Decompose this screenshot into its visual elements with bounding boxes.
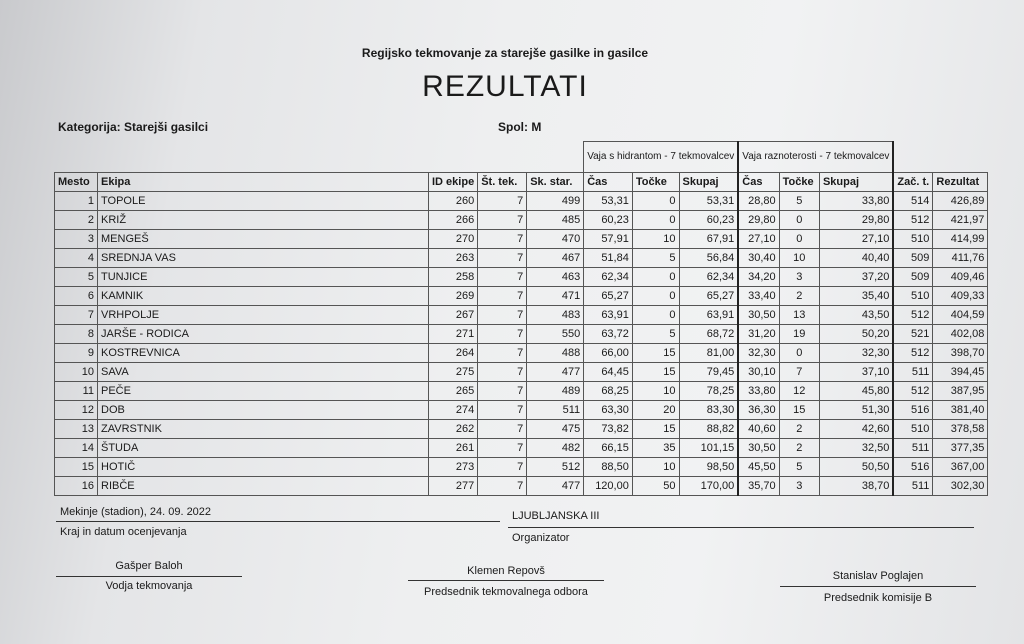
table-row bbox=[55, 344, 988, 363]
cell-id-ekipe: 264 bbox=[429, 344, 478, 363]
cell-ekipa: TOPOLE bbox=[98, 192, 429, 211]
cell-zac-t: 510 bbox=[893, 420, 933, 439]
cell-ekipa: SAVA bbox=[98, 363, 429, 382]
judge2-line bbox=[408, 580, 604, 581]
cell-cas-1: 63,30 bbox=[584, 401, 633, 420]
cell-rezultat: 378,58 bbox=[933, 420, 988, 439]
cell-skupaj-1: 101,15 bbox=[679, 439, 738, 458]
cell-sk-star: 471 bbox=[527, 287, 584, 306]
cell-mesto: 2 bbox=[55, 211, 98, 230]
cell-id-ekipe: 267 bbox=[429, 306, 478, 325]
cell-id-ekipe: 266 bbox=[429, 211, 478, 230]
cell-tocke-2: 10 bbox=[779, 249, 819, 268]
cell-zac-t: 512 bbox=[893, 382, 933, 401]
cell-cas-2: 33,40 bbox=[738, 287, 779, 306]
table-row bbox=[55, 230, 988, 249]
col-ekipa: Ekipa bbox=[98, 173, 429, 192]
cell-st-tek: 7 bbox=[478, 344, 527, 363]
judge3-role: Predsednik komisije B bbox=[823, 592, 933, 604]
table-row bbox=[55, 382, 988, 401]
cell-cas-1: 62,34 bbox=[584, 268, 633, 287]
cell-cas-2: 34,20 bbox=[738, 268, 779, 287]
cell-tocke-1: 15 bbox=[632, 363, 679, 382]
cell-mesto: 4 bbox=[55, 249, 98, 268]
cell-mesto: 7 bbox=[55, 306, 98, 325]
cell-skupaj-1: 65,27 bbox=[679, 287, 738, 306]
cell-zac-t: 510 bbox=[893, 287, 933, 306]
cell-mesto: 6 bbox=[55, 287, 98, 306]
cell-cas-2: 30,40 bbox=[738, 249, 779, 268]
cell-st-tek: 7 bbox=[478, 230, 527, 249]
cell-cas-2: 40,60 bbox=[738, 420, 779, 439]
cell-ekipa: DOB bbox=[98, 401, 429, 420]
cell-ekipa: TUNJICE bbox=[98, 268, 429, 287]
judge2-role: Predsednik tekmovalnega odbora bbox=[424, 586, 588, 598]
cell-mesto: 14 bbox=[55, 439, 98, 458]
cell-zac-t: 512 bbox=[893, 344, 933, 363]
cell-id-ekipe: 262 bbox=[429, 420, 478, 439]
cell-rezultat: 302,30 bbox=[933, 477, 988, 496]
cell-tocke-2: 0 bbox=[779, 211, 819, 230]
table-row bbox=[55, 325, 988, 344]
cell-st-tek: 7 bbox=[478, 268, 527, 287]
cell-skupaj-1: 98,50 bbox=[679, 458, 738, 477]
cell-tocke-1: 0 bbox=[632, 268, 679, 287]
cell-id-ekipe: 260 bbox=[429, 192, 478, 211]
cell-ekipa: VRHPOLJE bbox=[98, 306, 429, 325]
cell-tocke-2: 7 bbox=[779, 363, 819, 382]
col-tocke-1: Točke bbox=[632, 173, 679, 192]
cell-st-tek: 7 bbox=[478, 306, 527, 325]
judge1-line bbox=[56, 576, 242, 577]
cell-tocke-1: 10 bbox=[632, 458, 679, 477]
col-id-ekipe: ID ekipe bbox=[429, 173, 478, 192]
cell-tocke-1: 10 bbox=[632, 230, 679, 249]
cell-sk-star: 488 bbox=[527, 344, 584, 363]
cell-skupaj-1: 81,00 bbox=[679, 344, 738, 363]
cell-st-tek: 7 bbox=[478, 439, 527, 458]
cell-skupaj-1: 79,45 bbox=[679, 363, 738, 382]
table-row bbox=[55, 439, 988, 458]
place-date: Mekinje (stadion), 24. 09. 2022 bbox=[60, 506, 212, 518]
cell-zac-t: 511 bbox=[893, 477, 933, 496]
cell-cas-2: 29,80 bbox=[738, 211, 779, 230]
cell-sk-star: 477 bbox=[527, 363, 584, 382]
cell-sk-star: 483 bbox=[527, 306, 584, 325]
table-row bbox=[55, 192, 988, 211]
cell-tocke-1: 35 bbox=[632, 439, 679, 458]
col-zac-t: Zač. t. bbox=[893, 173, 933, 192]
category-label: Kategorija: Starejši gasilci bbox=[58, 120, 209, 134]
col-tocke-2: Točke bbox=[779, 173, 819, 192]
cell-rezultat: 367,00 bbox=[933, 458, 988, 477]
cell-st-tek: 7 bbox=[478, 249, 527, 268]
blank-header bbox=[55, 142, 584, 173]
cell-zac-t: 509 bbox=[893, 249, 933, 268]
cell-zac-t: 521 bbox=[893, 325, 933, 344]
col-sk-star: Sk. star. bbox=[527, 173, 584, 192]
cell-zac-t: 510 bbox=[893, 230, 933, 249]
cell-sk-star: 499 bbox=[527, 192, 584, 211]
table-row bbox=[55, 420, 988, 439]
cell-cas-1: 120,00 bbox=[584, 477, 633, 496]
cell-ekipa: MENGEŠ bbox=[98, 230, 429, 249]
cell-cas-1: 60,23 bbox=[584, 211, 633, 230]
cell-id-ekipe: 258 bbox=[429, 268, 478, 287]
table-row bbox=[55, 287, 988, 306]
cell-skupaj-2: 33,80 bbox=[819, 192, 893, 211]
cell-skupaj-1: 170,00 bbox=[679, 477, 738, 496]
cell-mesto: 12 bbox=[55, 401, 98, 420]
cell-zac-t: 509 bbox=[893, 268, 933, 287]
cell-tocke-2: 13 bbox=[779, 306, 819, 325]
cell-sk-star: 470 bbox=[527, 230, 584, 249]
cell-rezultat: 377,35 bbox=[933, 439, 988, 458]
cell-tocke-2: 2 bbox=[779, 439, 819, 458]
cell-tocke-2: 15 bbox=[779, 401, 819, 420]
cell-mesto: 10 bbox=[55, 363, 98, 382]
group-misc-header: Vaja raznoterosti - 7 tekmovalcev bbox=[738, 142, 893, 173]
cell-id-ekipe: 261 bbox=[429, 439, 478, 458]
cell-tocke-1: 10 bbox=[632, 382, 679, 401]
gender-label: Spol: M bbox=[498, 120, 542, 134]
table-row bbox=[55, 249, 988, 268]
cell-cas-1: 57,91 bbox=[584, 230, 633, 249]
cell-ekipa: ŠTUDA bbox=[98, 439, 429, 458]
cell-st-tek: 7 bbox=[478, 287, 527, 306]
cell-rezultat: 421,97 bbox=[933, 211, 988, 230]
cell-rezultat: 409,46 bbox=[933, 268, 988, 287]
cell-tocke-1: 0 bbox=[632, 192, 679, 211]
cell-st-tek: 7 bbox=[478, 382, 527, 401]
cell-cas-2: 30,50 bbox=[738, 306, 779, 325]
cell-zac-t: 511 bbox=[893, 439, 933, 458]
cell-skupaj-2: 35,40 bbox=[819, 287, 893, 306]
cell-rezultat: 387,95 bbox=[933, 382, 988, 401]
cell-cas-2: 31,20 bbox=[738, 325, 779, 344]
cell-skupaj-2: 37,10 bbox=[819, 363, 893, 382]
cell-tocke-1: 50 bbox=[632, 477, 679, 496]
cell-cas-1: 65,27 bbox=[584, 287, 633, 306]
cell-skupaj-1: 78,25 bbox=[679, 382, 738, 401]
cell-sk-star: 489 bbox=[527, 382, 584, 401]
cell-tocke-1: 5 bbox=[632, 249, 679, 268]
cell-cas-1: 64,45 bbox=[584, 363, 633, 382]
document-subtitle: Regijsko tekmovanje za starejše gasilke in gasilce bbox=[361, 46, 649, 60]
cell-cas-1: 88,50 bbox=[584, 458, 633, 477]
cell-tocke-2: 5 bbox=[779, 192, 819, 211]
cell-cas-1: 68,25 bbox=[584, 382, 633, 401]
group-header-row bbox=[55, 142, 988, 173]
cell-cas-2: 30,50 bbox=[738, 439, 779, 458]
table-row bbox=[55, 401, 988, 420]
cell-cas-1: 51,84 bbox=[584, 249, 633, 268]
cell-st-tek: 7 bbox=[478, 211, 527, 230]
cell-rezultat: 411,76 bbox=[933, 249, 988, 268]
cell-mesto: 1 bbox=[55, 192, 98, 211]
col-skupaj-2: Skupaj bbox=[819, 173, 893, 192]
cell-skupaj-2: 43,50 bbox=[819, 306, 893, 325]
cell-st-tek: 7 bbox=[478, 477, 527, 496]
table-row bbox=[55, 306, 988, 325]
cell-skupaj-2: 38,70 bbox=[819, 477, 893, 496]
cell-sk-star: 485 bbox=[527, 211, 584, 230]
cell-mesto: 13 bbox=[55, 420, 98, 439]
cell-id-ekipe: 269 bbox=[429, 287, 478, 306]
cell-tocke-1: 0 bbox=[632, 287, 679, 306]
group-hydrant-header: Vaja s hidrantom - 7 tekmovalcev bbox=[584, 142, 739, 173]
cell-id-ekipe: 265 bbox=[429, 382, 478, 401]
cell-cas-2: 28,80 bbox=[738, 192, 779, 211]
cell-mesto: 11 bbox=[55, 382, 98, 401]
cell-skupaj-1: 53,31 bbox=[679, 192, 738, 211]
col-cas-1: Čas bbox=[584, 173, 633, 192]
cell-skupaj-1: 62,34 bbox=[679, 268, 738, 287]
cell-id-ekipe: 277 bbox=[429, 477, 478, 496]
cell-skupaj-1: 63,91 bbox=[679, 306, 738, 325]
cell-cas-2: 35,70 bbox=[738, 477, 779, 496]
cell-sk-star: 463 bbox=[527, 268, 584, 287]
cell-skupaj-2: 51,30 bbox=[819, 401, 893, 420]
cell-ekipa: PEČE bbox=[98, 382, 429, 401]
cell-skupaj-2: 42,60 bbox=[819, 420, 893, 439]
col-st-tek: Št. tek. bbox=[478, 173, 527, 192]
cell-ekipa: RIBČE bbox=[98, 477, 429, 496]
cell-skupaj-1: 88,82 bbox=[679, 420, 738, 439]
cell-skupaj-2: 37,20 bbox=[819, 268, 893, 287]
cell-mesto: 15 bbox=[55, 458, 98, 477]
col-skupaj-1: Skupaj bbox=[679, 173, 738, 192]
col-rezultat: Rezultat bbox=[933, 173, 988, 192]
cell-rezultat: 426,89 bbox=[933, 192, 988, 211]
cell-skupaj-1: 60,23 bbox=[679, 211, 738, 230]
cell-st-tek: 7 bbox=[478, 420, 527, 439]
column-header-row bbox=[55, 173, 988, 192]
blank-header-right bbox=[893, 142, 988, 173]
cell-cas-2: 36,30 bbox=[738, 401, 779, 420]
cell-ekipa: KOSTREVNICA bbox=[98, 344, 429, 363]
cell-sk-star: 511 bbox=[527, 401, 584, 420]
cell-sk-star: 477 bbox=[527, 477, 584, 496]
cell-mesto: 16 bbox=[55, 477, 98, 496]
cell-ekipa: HOTIČ bbox=[98, 458, 429, 477]
cell-tocke-2: 2 bbox=[779, 420, 819, 439]
cell-sk-star: 482 bbox=[527, 439, 584, 458]
cell-cas-2: 32,30 bbox=[738, 344, 779, 363]
cell-rezultat: 394,45 bbox=[933, 363, 988, 382]
cell-rezultat: 409,33 bbox=[933, 287, 988, 306]
cell-cas-1: 66,00 bbox=[584, 344, 633, 363]
table-row bbox=[55, 458, 988, 477]
judge2-name: Klemen Repovš bbox=[467, 565, 545, 577]
cell-sk-star: 512 bbox=[527, 458, 584, 477]
cell-skupaj-2: 45,80 bbox=[819, 382, 893, 401]
cell-ekipa: JARŠE - RODICA bbox=[98, 325, 429, 344]
cell-zac-t: 512 bbox=[893, 211, 933, 230]
cell-skupaj-1: 83,30 bbox=[679, 401, 738, 420]
judge1-role: Vodja tekmovanja bbox=[105, 580, 193, 592]
cell-tocke-2: 12 bbox=[779, 382, 819, 401]
cell-rezultat: 414,99 bbox=[933, 230, 988, 249]
place-date-label: Kraj in datum ocenjevanja bbox=[60, 526, 187, 538]
cell-zac-t: 512 bbox=[893, 306, 933, 325]
cell-tocke-2: 2 bbox=[779, 287, 819, 306]
results-body bbox=[55, 192, 988, 496]
cell-skupaj-2: 32,50 bbox=[819, 439, 893, 458]
document-title: REZULTATI bbox=[422, 70, 588, 103]
judge1-name: Gašper Baloh bbox=[115, 560, 183, 572]
cell-tocke-2: 0 bbox=[779, 344, 819, 363]
cell-st-tek: 7 bbox=[478, 192, 527, 211]
cell-tocke-2: 19 bbox=[779, 325, 819, 344]
cell-skupaj-2: 29,80 bbox=[819, 211, 893, 230]
cell-skupaj-1: 67,91 bbox=[679, 230, 738, 249]
cell-zac-t: 511 bbox=[893, 363, 933, 382]
col-mesto: Mesto bbox=[55, 173, 98, 192]
cell-rezultat: 402,08 bbox=[933, 325, 988, 344]
cell-tocke-1: 15 bbox=[632, 420, 679, 439]
cell-tocke-2: 5 bbox=[779, 458, 819, 477]
cell-tocke-2: 0 bbox=[779, 230, 819, 249]
table-row bbox=[55, 211, 988, 230]
table-row bbox=[55, 268, 988, 287]
cell-cas-1: 66,15 bbox=[584, 439, 633, 458]
cell-cas-1: 63,91 bbox=[584, 306, 633, 325]
cell-id-ekipe: 271 bbox=[429, 325, 478, 344]
cell-skupaj-1: 56,84 bbox=[679, 249, 738, 268]
cell-tocke-1: 5 bbox=[632, 325, 679, 344]
cell-skupaj-2: 50,50 bbox=[819, 458, 893, 477]
cell-zac-t: 516 bbox=[893, 401, 933, 420]
cell-id-ekipe: 274 bbox=[429, 401, 478, 420]
cell-rezultat: 398,70 bbox=[933, 344, 988, 363]
cell-st-tek: 7 bbox=[478, 363, 527, 382]
cell-cas-2: 45,50 bbox=[738, 458, 779, 477]
cell-cas-2: 27,10 bbox=[738, 230, 779, 249]
cell-tocke-1: 0 bbox=[632, 211, 679, 230]
table-row bbox=[55, 363, 988, 382]
cell-id-ekipe: 270 bbox=[429, 230, 478, 249]
cell-ekipa: KAMNIK bbox=[98, 287, 429, 306]
cell-id-ekipe: 275 bbox=[429, 363, 478, 382]
col-cas-2: Čas bbox=[738, 173, 779, 192]
cell-tocke-2: 3 bbox=[779, 477, 819, 496]
cell-mesto: 8 bbox=[55, 325, 98, 344]
cell-rezultat: 404,59 bbox=[933, 306, 988, 325]
cell-cas-1: 73,82 bbox=[584, 420, 633, 439]
cell-rezultat: 381,40 bbox=[933, 401, 988, 420]
cell-id-ekipe: 273 bbox=[429, 458, 478, 477]
organizer-line bbox=[508, 527, 974, 528]
results-table bbox=[54, 141, 988, 496]
cell-tocke-1: 15 bbox=[632, 344, 679, 363]
cell-id-ekipe: 263 bbox=[429, 249, 478, 268]
cell-ekipa: ZAVRSTNIK bbox=[98, 420, 429, 439]
cell-st-tek: 7 bbox=[478, 458, 527, 477]
cell-cas-1: 53,31 bbox=[584, 192, 633, 211]
cell-cas-1: 63,72 bbox=[584, 325, 633, 344]
cell-skupaj-2: 32,30 bbox=[819, 344, 893, 363]
cell-tocke-1: 20 bbox=[632, 401, 679, 420]
cell-mesto: 5 bbox=[55, 268, 98, 287]
cell-sk-star: 550 bbox=[527, 325, 584, 344]
cell-st-tek: 7 bbox=[478, 401, 527, 420]
table-row bbox=[55, 477, 988, 496]
cell-cas-2: 33,80 bbox=[738, 382, 779, 401]
cell-skupaj-2: 27,10 bbox=[819, 230, 893, 249]
cell-skupaj-2: 50,20 bbox=[819, 325, 893, 344]
cell-zac-t: 514 bbox=[893, 192, 933, 211]
cell-ekipa: KRIŽ bbox=[98, 211, 429, 230]
cell-sk-star: 467 bbox=[527, 249, 584, 268]
cell-tocke-2: 3 bbox=[779, 268, 819, 287]
cell-mesto: 9 bbox=[55, 344, 98, 363]
cell-tocke-1: 0 bbox=[632, 306, 679, 325]
cell-skupaj-2: 40,40 bbox=[819, 249, 893, 268]
cell-cas-2: 30,10 bbox=[738, 363, 779, 382]
cell-mesto: 3 bbox=[55, 230, 98, 249]
organizer-label: Organizator bbox=[512, 532, 570, 544]
organizer-name: LJUBLJANSKA III bbox=[512, 510, 600, 522]
cell-ekipa: SREDNJA VAS bbox=[98, 249, 429, 268]
judge3-name: Stanislav Poglajen bbox=[832, 570, 924, 582]
cell-st-tek: 7 bbox=[478, 325, 527, 344]
cell-skupaj-1: 68,72 bbox=[679, 325, 738, 344]
cell-sk-star: 475 bbox=[527, 420, 584, 439]
cell-zac-t: 516 bbox=[893, 458, 933, 477]
judge3-line bbox=[780, 586, 976, 587]
place-date-line bbox=[56, 521, 500, 522]
